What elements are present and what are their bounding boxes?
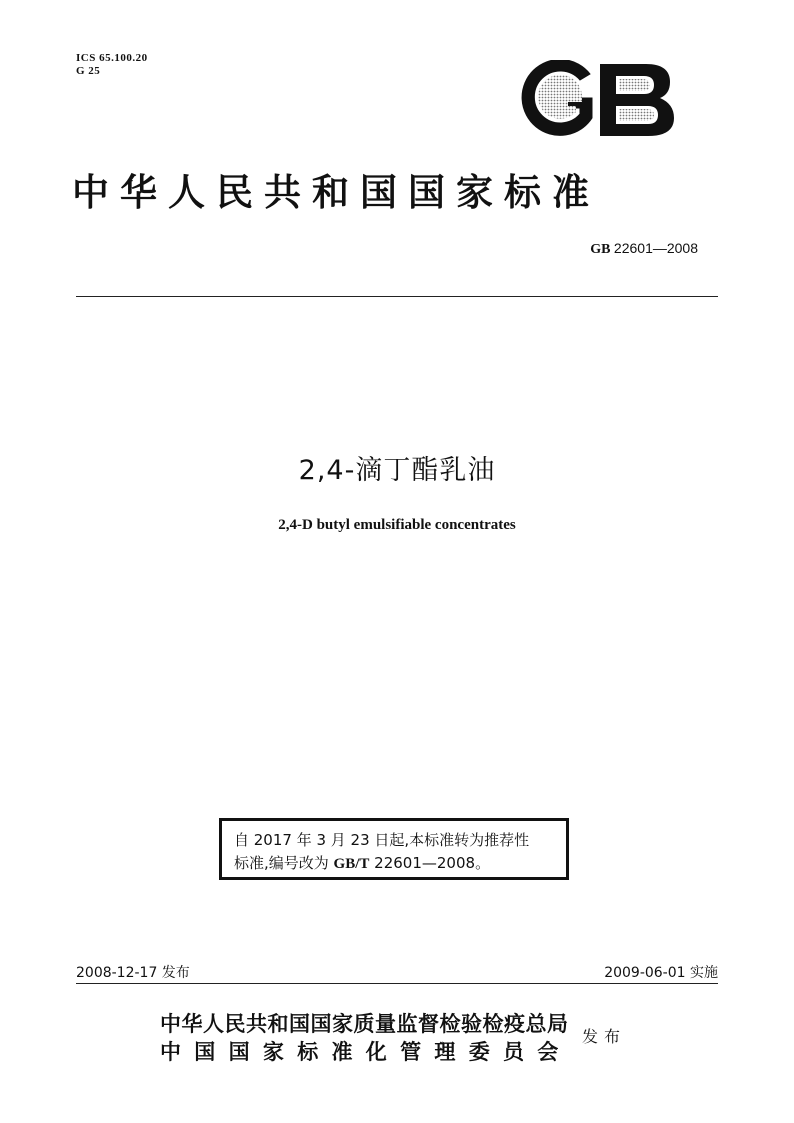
- classification-codes: [76, 52, 148, 78]
- implementation-date: 2009-06-01 实施: [604, 965, 718, 981]
- notice-new-number: 22601—2008。: [369, 854, 491, 872]
- standard-code: 22601—2008: [613, 240, 698, 256]
- issuer-sac: 中国国家标准化管理委员会: [160, 1040, 572, 1064]
- ccs-code: G 25: [76, 65, 101, 77]
- document-title-en: 2,4-D butyl emulsifiable concentrates: [278, 517, 516, 533]
- bottom-divider: [76, 983, 718, 984]
- standard-prefix: GB: [590, 242, 611, 257]
- status-notice-box: [219, 818, 569, 880]
- top-divider: [76, 296, 718, 297]
- standard-number: [590, 240, 698, 258]
- issue-date: 2008-12-17 发布: [76, 965, 190, 981]
- national-standard-title: 中华人民共和国国家标准: [72, 171, 600, 214]
- notice-line-1: 自 2017 年 3 月 23 日起,本标准转为推荐性: [234, 831, 530, 849]
- document-title-cn: 2,4-滴丁酯乳油: [298, 455, 496, 486]
- publish-label: 发布: [582, 1027, 627, 1046]
- gb-logo-icon: [520, 60, 676, 140]
- notice-new-code: GB/T: [333, 856, 370, 872]
- ics-code: ICS 65.100.20: [76, 52, 148, 64]
- notice-line-2: [234, 852, 566, 876]
- notice-line-2-prefix: 标准,编号改为: [234, 854, 334, 872]
- issuer-aqsiq: 中华人民共和国国家质量监督检验检疫总局: [160, 1012, 569, 1036]
